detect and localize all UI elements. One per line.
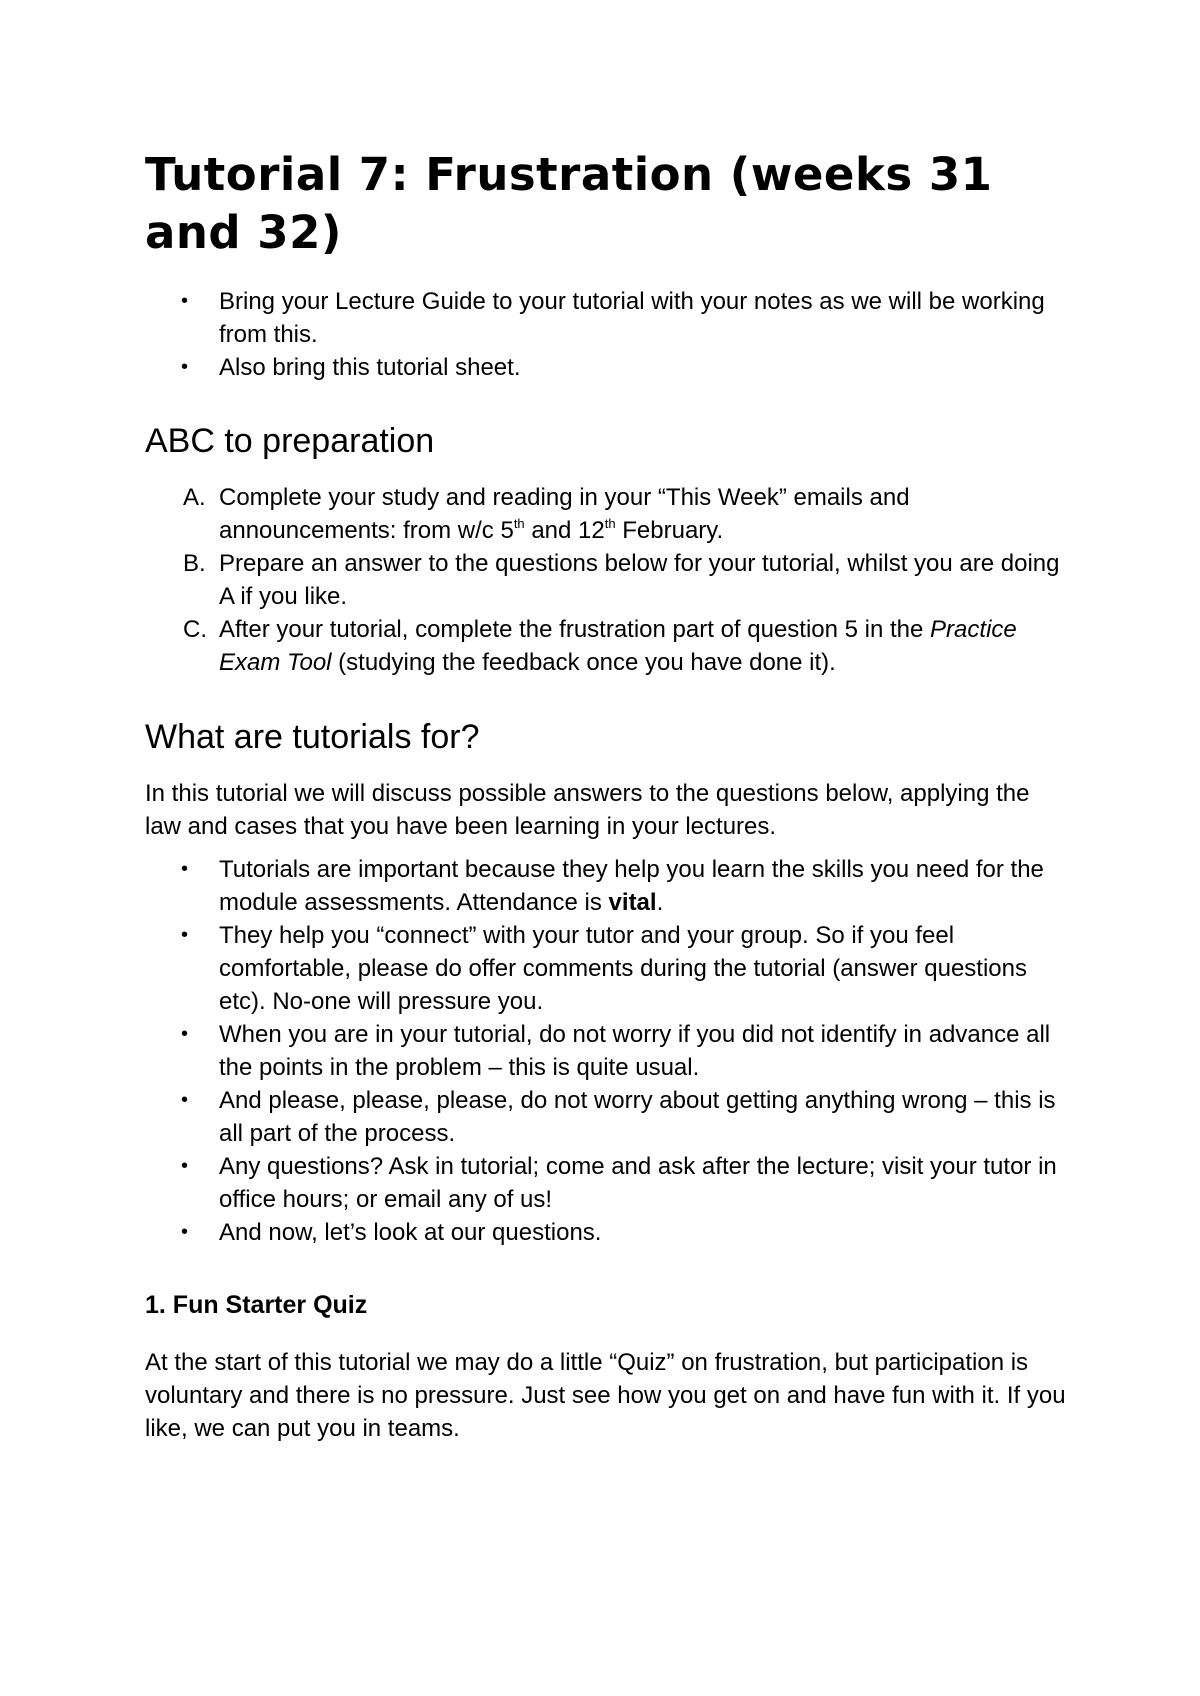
intro-bullet-list <box>145 285 1070 384</box>
bullet-icon: • <box>181 1089 189 1111</box>
bullet-icon: • <box>181 290 189 312</box>
section-heading-tutorials: What are tutorials for? <box>145 718 480 756</box>
bullet-icon: • <box>181 1023 189 1045</box>
list-item: B. Prepare an answer to the questions below for your tutorial, whilst you are doing A if you like. <box>145 547 1070 613</box>
list-item: • And please, please, please, do not worry about getting anything wrong – this is all part of the process. <box>145 1084 1070 1150</box>
bullet-icon: • <box>181 356 189 378</box>
list-item: • Any questions? Ask in tutorial; come and ask after the lecture; visit your tutor in office hours; or email any of us! <box>145 1150 1070 1216</box>
list-item: C. After your tutorial, complete the frustration part of question 5 in the Practice Exam Tool (studying the feedback once you have done it). <box>145 613 1070 679</box>
quiz-paragraph: At the start of this tutorial we may do a little “Quiz” on frustration, but participation is voluntary and there is no pressure. Just see how you get on and have fun with it. If you like, we can put you in teams. <box>145 1349 1066 1442</box>
tutorials-paragraph: In this tutorial we will discuss possible answers to the questions below, applying the law and cases that you have been learning in your lectures. <box>145 780 1030 840</box>
bullet-icon: • <box>181 858 189 880</box>
section-heading-quiz: 1. Fun Starter Quiz <box>145 1291 368 1319</box>
list-marker: A. <box>183 484 206 511</box>
list-item: • Tutorials are important because they help you learn the skills you need for the module assessments. Attendance is vital. <box>145 853 1070 919</box>
list-marker: B. <box>183 550 206 577</box>
list-item: • Also bring this tutorial sheet. <box>145 351 1070 384</box>
bullet-icon: • <box>181 1221 189 1243</box>
bullet-icon: • <box>181 924 189 946</box>
list-marker: C. <box>183 616 207 643</box>
list-item: • And now, let’s look at our questions. <box>145 1216 1070 1249</box>
list-item: • Bring your Lecture Guide to your tutorial with your notes as we will be working from this. <box>145 285 1070 351</box>
tutorials-bullet-list <box>145 853 1070 1249</box>
list-item: A. Complete your study and reading in your “This Week” emails and announcements: from w/c 5th and 12th February. <box>145 481 1070 547</box>
practice-exam-tool-text: Practice Exam Tool <box>219 616 1017 676</box>
list-item: • When you are in your tutorial, do not worry if you did not identify in advance all the points in the problem – this is quite usual. <box>145 1018 1070 1084</box>
bullet-icon: • <box>181 1155 189 1177</box>
abc-list <box>145 481 1070 679</box>
list-item: • They help you “connect” with your tutor and your group. So if you feel comfortable, please do offer comments during the tutorial (answer questions etc). No-one will pressure you. <box>145 919 1070 1018</box>
page-title: Tutorial 7: Frustration (weeks 31 and 32) <box>145 148 993 259</box>
section-heading-abc: ABC to preparation <box>145 422 435 460</box>
vital-text: vital <box>608 889 657 916</box>
